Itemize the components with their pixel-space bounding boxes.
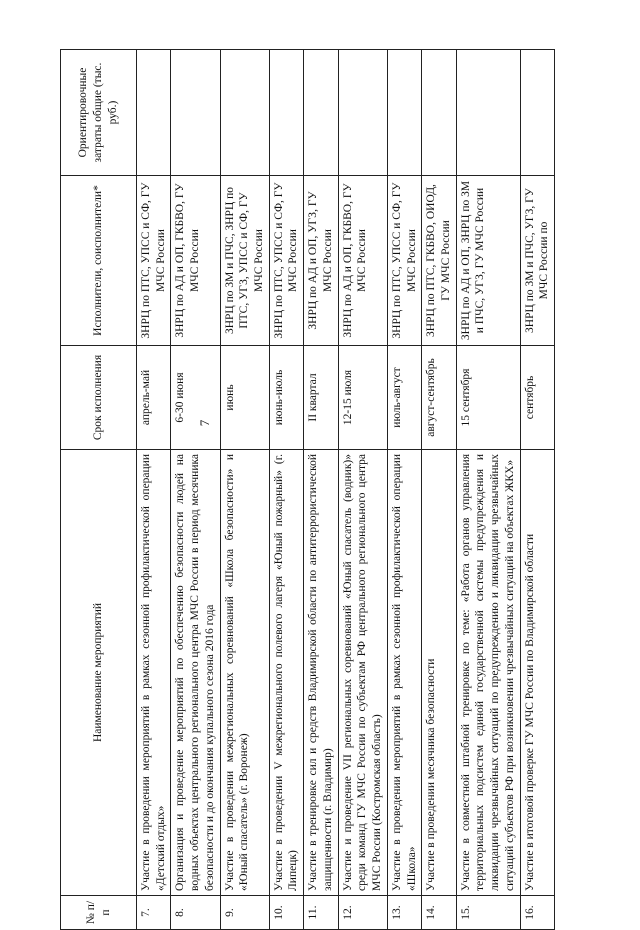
row-executors: ЗНРЦ по ЗМ и ПЧС, ЗНРЦ по ПТС, УГЗ, УПСС и СФ, ГУ МЧС России	[220, 176, 269, 346]
row-number: 9.	[220, 896, 269, 930]
row-executors: ЗНРЦ по АД и ОП, ГКБВО, ГУ МЧС России	[338, 176, 387, 346]
row-activity: Организация и проведение мероприятий по обеспечению безопасности людей на водных объектах центрального регионального центра МЧС России в период месячника безопасности и до окончания купального сезона 2016 года	[171, 450, 220, 896]
row-cost	[338, 50, 387, 176]
header-name: Наименование мероприятий	[61, 450, 137, 896]
row-activity: Участие в итоговой проверке ГУ МЧС России по Владимирской области	[520, 450, 554, 896]
table-row	[171, 50, 220, 930]
row-term: апрель-май	[137, 346, 171, 450]
row-cost	[137, 50, 171, 176]
table-row	[304, 50, 338, 930]
row-activity: Участие в проведении межрегиональных соревнований «Школа безопасности» и «Юный спасатель» (г. Воронеж)	[220, 450, 269, 896]
row-cost	[220, 50, 269, 176]
row-cost	[422, 50, 456, 176]
row-activity: Участие в совместной штабной тренировке по теме: «Работа органов управления территориальных подсистем единой государственной системы предупреждения и ликвидации чрезвычайных ситуаций по предупреждению и ликвидации чрезвычайных ситуаций субъектов РФ при возникновении чрезвычайных ситуаций на объектах ЖКХ»	[456, 450, 520, 896]
row-activity: Участие в тренировке сил и средств Владимирской области по антитеррористической защищенности (г. Владимир)	[304, 450, 338, 896]
row-activity: Участие в проведении мероприятий в рамках сезонной профилактической операции «Детский отдых»	[137, 450, 171, 896]
table-row	[456, 50, 520, 930]
table-row	[338, 50, 387, 930]
row-number: 10.	[269, 896, 303, 930]
table-row	[220, 50, 269, 930]
row-cost	[171, 50, 220, 176]
row-number: 15.	[456, 896, 520, 930]
row-executors: ЗНРЦ по АД и ОП, УГЗ, ГУ МЧС России	[304, 176, 338, 346]
row-term: 15 сентября	[456, 346, 520, 450]
row-cost	[456, 50, 520, 176]
row-number: 12.	[338, 896, 387, 930]
table-row	[387, 50, 421, 930]
row-number: 16.	[520, 896, 554, 930]
table-body	[137, 50, 555, 930]
row-executors: ЗНРЦ по ПТС, УПСС и СФ, ГУ МЧС России	[387, 176, 421, 346]
header-cost: Ориентировочные затраты общие (тыс. руб.)	[61, 50, 137, 176]
row-term: 6-30 июня	[171, 346, 220, 450]
table-row	[269, 50, 303, 930]
row-executors: ЗНРЦ по ПТС, УПСС и СФ, ГУ МЧС России	[269, 176, 303, 346]
row-executors: ЗНРЦ по АД и ОП, ЗНРЦ по ЗМ и ПЧС, УГЗ, ГУ МЧС России	[456, 176, 520, 346]
row-activity: Участие в проведении V межрегионального полевого лагеря «Юный пожарный» (г. Липецк)	[269, 450, 303, 896]
row-term: июнь-июль	[269, 346, 303, 450]
row-cost	[304, 50, 338, 176]
header-term: Срок исполнения	[61, 346, 137, 450]
row-number: 7.	[137, 896, 171, 930]
table-row	[422, 50, 456, 930]
row-cost	[520, 50, 554, 176]
header-num: № п/п	[61, 896, 137, 930]
row-executors: ЗНРЦ по ПТС, УПСС и СФ, ГУ МЧС России	[137, 176, 171, 346]
table-row	[520, 50, 554, 930]
row-number: 8.	[171, 896, 220, 930]
row-term: июнь	[220, 346, 269, 450]
row-number: 11.	[304, 896, 338, 930]
activities-table-sheet	[60, 50, 600, 930]
page-number: 7	[197, 419, 212, 427]
row-term: сентябрь	[520, 346, 554, 450]
table-row	[137, 50, 171, 930]
row-cost	[269, 50, 303, 176]
row-cost	[387, 50, 421, 176]
row-term: июль-август	[387, 346, 421, 450]
row-number: 13.	[387, 896, 421, 930]
row-number: 14.	[422, 896, 456, 930]
row-term: II квартал	[304, 346, 338, 450]
row-term: 12-15 июля	[338, 346, 387, 450]
row-activity: Участие в проведении мероприятий в рамках сезонной профилактической операции «Школа»	[387, 450, 421, 896]
row-executors: ЗНРЦ по ПТС, ГКБВО, ОИОД, ГУ МЧС России	[422, 176, 456, 346]
header-executors: Исполнители, соисполнители*	[61, 176, 137, 346]
row-activity: Участие и проведение VII региональных соревнований «Юный спасатель (водник)» среди команд ГУ МЧС России по субъектам РФ центрального регионального центра МЧС России (Костромская область)	[338, 450, 387, 896]
row-activity: Участие в проведении месячника безопасности	[422, 450, 456, 896]
row-executors: ЗНРЦ по АД и ОП, ГКБВО, ГУ МЧС России	[171, 176, 220, 346]
row-executors: ЗНРЦ по ЗМ и ПЧС, УГЗ, ГУ МЧС России по	[520, 176, 554, 346]
activities-table	[60, 49, 555, 930]
row-term: август-сентябрь	[422, 346, 456, 450]
